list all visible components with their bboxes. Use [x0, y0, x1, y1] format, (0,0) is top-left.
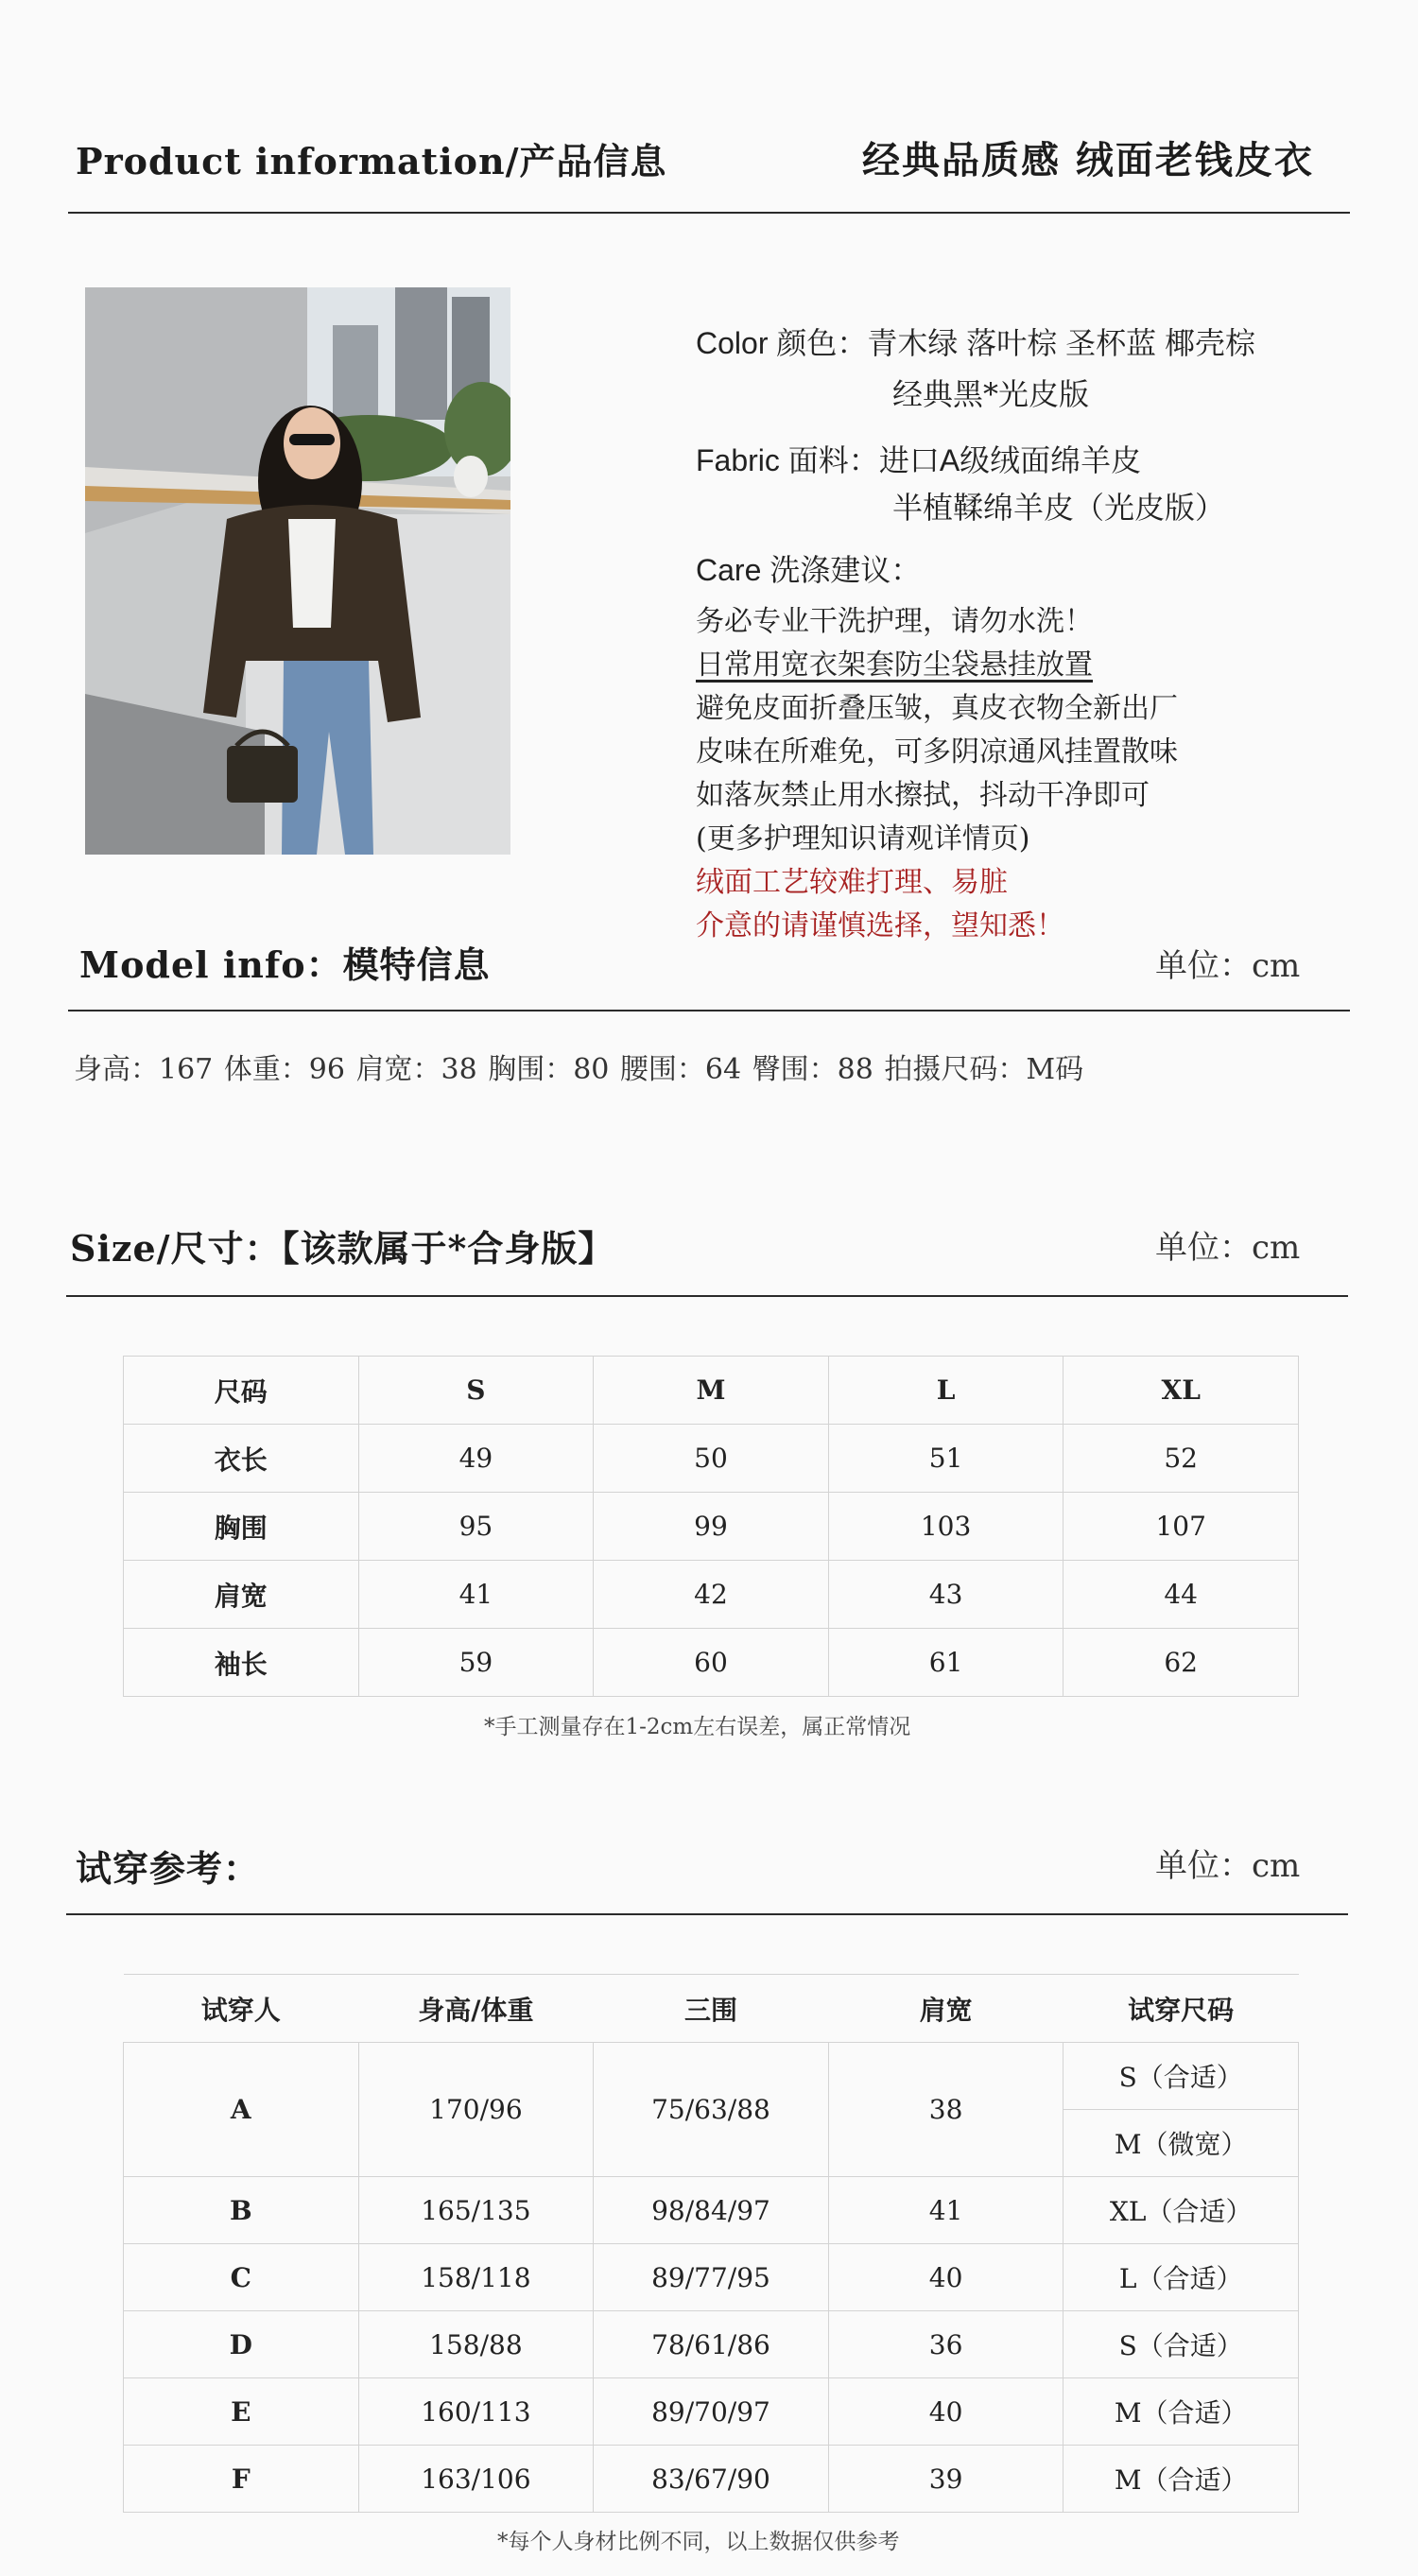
row-header: F: [124, 2446, 359, 2513]
table-cell: M（合适）: [1064, 2378, 1299, 2446]
column-header: L: [828, 1357, 1064, 1425]
measurement-note: *手工测量存在1-2cm左右误差，属正常情况: [484, 1715, 911, 1739]
reference-note: *每个人身材比例不同，以上数据仅供参考: [497, 2530, 900, 2554]
table-cell: 51: [828, 1425, 1064, 1493]
table-cell: 49: [358, 1425, 594, 1493]
model-info-title: Model info：模特信息: [79, 943, 491, 986]
table-cell: S（合适）: [1064, 2043, 1299, 2110]
fabric-value-line2: 半植鞣绵羊皮（光皮版）: [892, 490, 1226, 526]
model-stats: 身高：167 体重：96 肩宽：38 胸围：80 腰围：64 臀围：88 拍摄尺码：M码: [74, 1053, 1084, 1086]
fabric-value: 进口A级绒面绵羊皮: [878, 443, 1142, 477]
column-header: 三围: [594, 1975, 829, 2043]
table-cell: 40: [828, 2378, 1064, 2446]
care-line: 避免皮面折叠压皱，真皮衣物全新出厂: [696, 692, 1178, 725]
table-cell: 43: [828, 1561, 1064, 1629]
table-cell: 107: [1064, 1493, 1299, 1561]
size-section-title: Size/尺寸：【该款属于*合身版】: [70, 1227, 615, 1270]
table-header-row: [124, 1975, 1299, 2043]
row-header: 袖长: [124, 1629, 359, 1697]
warning-line: 介意的请谨慎选择，望知悉！: [696, 909, 1064, 942]
row-header: D: [124, 2311, 359, 2378]
color-label: Color 颜色：: [696, 326, 868, 360]
unit-label: 单位：cm: [1155, 1847, 1301, 1885]
column-header: 肩宽: [828, 1975, 1064, 2043]
table-cell: 52: [1064, 1425, 1299, 1493]
table-cell: 42: [594, 1561, 829, 1629]
table-cell: 59: [358, 1629, 594, 1697]
table-cell: 103: [828, 1493, 1064, 1561]
table-cell: 36: [828, 2311, 1064, 2378]
table-row: [124, 2177, 1299, 2244]
row-header: B: [124, 2177, 359, 2244]
table-cell: 89/70/97: [594, 2378, 829, 2446]
table-cell: 41: [358, 1561, 594, 1629]
table-row: [124, 2446, 1299, 2513]
table-cell: 44: [1064, 1561, 1299, 1629]
product-info-title: Product information/产品信息: [76, 140, 667, 182]
table-cell: XL（合适）: [1064, 2177, 1299, 2244]
table-cell: 41: [828, 2177, 1064, 2244]
table-cell: S（合适）: [1064, 2311, 1299, 2378]
table-cell: 39: [828, 2446, 1064, 2513]
table-cell: 61: [828, 1629, 1064, 1697]
table-cell: 99: [594, 1493, 829, 1561]
table-cell: 83/67/90: [594, 2446, 829, 2513]
unit-label: 单位：cm: [1155, 947, 1301, 985]
product-photo: [85, 287, 510, 855]
divider: [68, 212, 1350, 214]
color-row: [696, 320, 1255, 363]
care-label: Care 洗涤建议：: [696, 553, 922, 587]
table-cell: 165/135: [358, 2177, 594, 2244]
table-cell: 89/77/95: [594, 2244, 829, 2311]
table-row: [124, 2043, 1299, 2110]
table-cell: 50: [594, 1425, 829, 1493]
table-cell: L（合适）: [1064, 2244, 1299, 2311]
table-row: [124, 1561, 1299, 1629]
table-cell: M（微宽）: [1064, 2110, 1299, 2177]
row-header: A: [124, 2043, 359, 2177]
column-header: 尺码: [124, 1357, 359, 1425]
care-line: 务必专业干洗护理，请勿水洗！: [696, 605, 1093, 638]
column-header: XL: [1064, 1357, 1299, 1425]
table-cell: 60: [594, 1629, 829, 1697]
table-cell: 38: [828, 2043, 1064, 2177]
table-cell: 160/113: [358, 2378, 594, 2446]
table-cell: 62: [1064, 1629, 1299, 1697]
table-cell: 163/106: [358, 2446, 594, 2513]
table-row: [124, 1425, 1299, 1493]
unit-label: 单位：cm: [1155, 1229, 1301, 1267]
table-cell: 158/88: [358, 2311, 594, 2378]
column-header: 试穿尺码: [1064, 1975, 1299, 2043]
try-on-section-title: 试穿参考：: [76, 1847, 261, 1890]
warning-line: 绒面工艺较难打理、易脏: [696, 866, 1008, 899]
care-line: 如落灰禁止用水擦拭，抖动干净即可: [696, 779, 1150, 812]
divider: [66, 1913, 1348, 1915]
column-header: M: [594, 1357, 829, 1425]
table-cell: 75/63/88: [594, 2043, 829, 2177]
table-header-row: [124, 1357, 1299, 1425]
table-row: [124, 1493, 1299, 1561]
color-values: 青木绿 落叶棕 圣杯蓝 椰壳棕: [867, 326, 1256, 360]
fabric-label: Fabric 面料：: [696, 443, 879, 477]
care-line: 皮味在所难免，可多阴凉通风挂置散味: [696, 735, 1178, 769]
care-line: 日常用宽衣架套防尘袋悬挂放置: [696, 648, 1093, 682]
table-row: [124, 2311, 1299, 2378]
column-header: S: [358, 1357, 594, 1425]
divider: [66, 1295, 1348, 1297]
row-header: 衣长: [124, 1425, 359, 1493]
table-cell: 78/61/86: [594, 2311, 829, 2378]
table-cell: 170/96: [358, 2043, 594, 2177]
table-cell: 40: [828, 2244, 1064, 2311]
row-header: C: [124, 2244, 359, 2311]
row-header: E: [124, 2378, 359, 2446]
divider: [68, 1010, 1350, 1011]
care-line: (更多护理知识请观详情页): [696, 822, 1030, 856]
table-row: [124, 1629, 1299, 1697]
product-tagline: 经典品质感 绒面老钱皮衣: [862, 138, 1314, 182]
size-table: [123, 1356, 1299, 1697]
table-cell: 98/84/97: [594, 2177, 829, 2244]
fabric-row: [696, 437, 1141, 480]
row-header: 肩宽: [124, 1561, 359, 1629]
row-header: 胸围: [124, 1493, 359, 1561]
table-cell: M（合适）: [1064, 2446, 1299, 2513]
color-values-line2: 经典黑*光皮版: [892, 376, 1090, 412]
column-header: 试穿人: [124, 1975, 359, 2043]
table-row: [124, 2244, 1299, 2311]
column-header: 身高/体重: [358, 1975, 594, 2043]
table-cell: 95: [358, 1493, 594, 1561]
table-row: [124, 2378, 1299, 2446]
try-on-table: [123, 1974, 1299, 2513]
table-cell: 158/118: [358, 2244, 594, 2311]
